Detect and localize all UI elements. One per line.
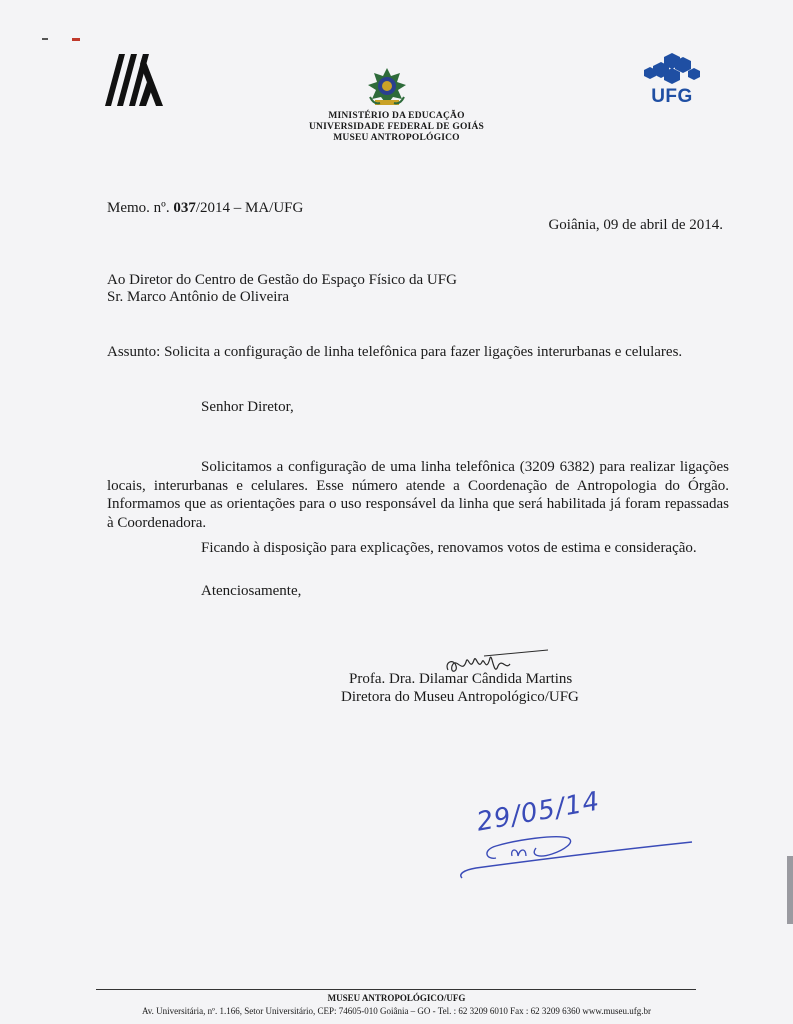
signatory-title: Diretora do Museu Antropológico/UFG (341, 689, 579, 705)
memo-suffix: /2014 – MA/UFG (195, 200, 304, 216)
subject-line: Assunto: Solicita a configuração de linha telefônica para fazer ligações interurbanas e celulares. (107, 344, 683, 360)
recipient-line-2: Sr. Marco Antônio de Oliveira (107, 289, 290, 305)
body-paragraph-1: Solicitamos a configuração de uma linha telefônica (3209 6382) para realizar ligações locais, interurbanas e celulares. Esse número atende a Coordenação de Antropologia do Órgão. Informamos que as orientações para o uso responsável da linha que será habilitada já foram repassadas à Coordenadora. (107, 459, 729, 531)
scan-mark (42, 38, 48, 40)
body-paragraph-2: Ficando à disposição para explicações, renovamos votos de estima e consideração. (201, 540, 697, 556)
date-line: Goiânia, 09 de abril de 2014. (548, 217, 723, 233)
scan-edge-shadow (787, 856, 793, 924)
recipient-line-1: Ao Diretor do Centro de Gestão do Espaço Físico da UFG (107, 272, 457, 288)
signatory-name: Profa. Dra. Dilamar Cândida Martins (349, 671, 573, 687)
scan-mark-red (72, 38, 80, 41)
footer-divider (96, 989, 696, 990)
footer-address: Av. Universitária, nº. 1.166, Setor Universitário, CEP: 74605-010 Goiânia – GO - Tel. : 62 3209 6010 Fax : 62 3209 6360 www.museu.ufg.br (141, 1006, 652, 1016)
memo-number: 037 (173, 200, 196, 216)
ufg-logo-text: UFG (651, 86, 693, 107)
closing: Atenciosamente, (201, 583, 302, 599)
header-ministry: MINISTÉRIO DA EDUCAÇÃO (328, 111, 465, 121)
salutation: Senhor Diretor, (201, 399, 294, 415)
footer-museum-name: MUSEU ANTROPOLÓGICO/UFG (327, 993, 466, 1003)
brazil-coat-of-arms-icon (366, 67, 408, 109)
memo-number-line (107, 199, 303, 218)
memo-prefix: Memo. nº. (107, 200, 174, 216)
handwritten-initials (456, 828, 696, 884)
header-university: UNIVERSIDADE FEDERAL DE GOIÁS (309, 122, 484, 132)
ufg-logo (640, 52, 702, 108)
ufg-cubes-icon (642, 52, 702, 86)
handwritten-date: 29/05/14 (474, 786, 603, 838)
museum-logo-icon (103, 52, 165, 108)
header-museum: MUSEU ANTROPOLÓGICO (333, 133, 460, 143)
